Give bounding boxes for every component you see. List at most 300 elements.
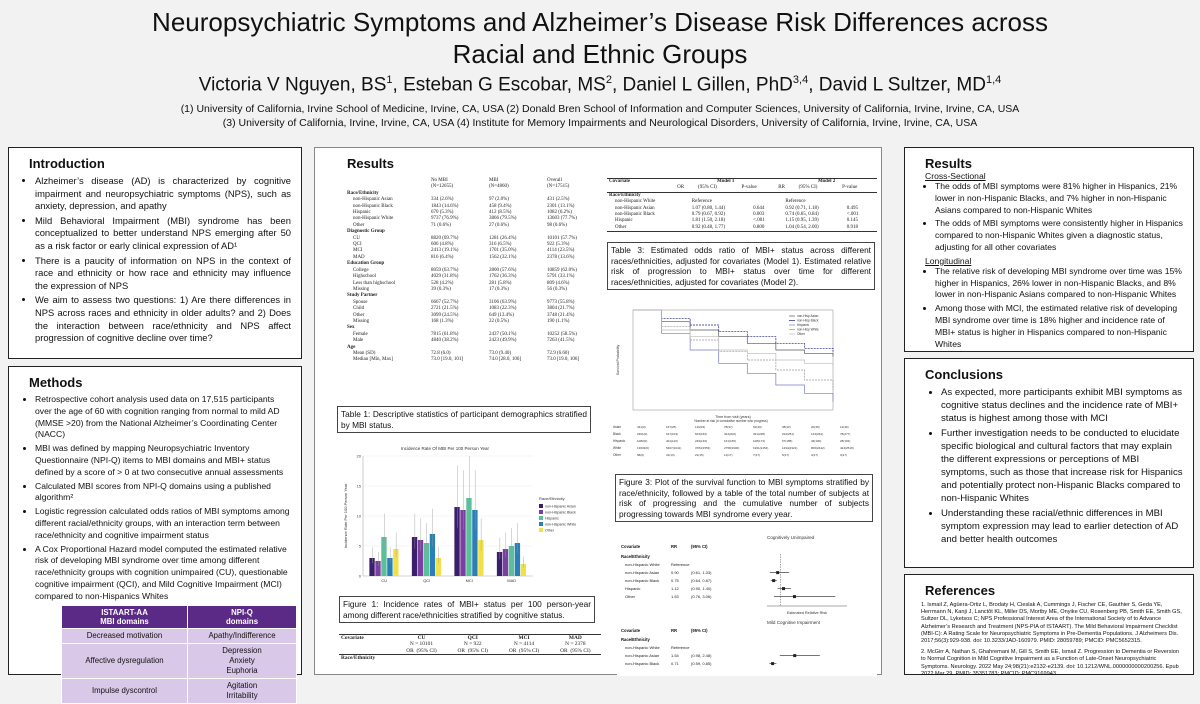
mbi-domain-table [61, 605, 297, 704]
table-cell: CU [353, 235, 360, 241]
table-cell: Study Partner [347, 293, 378, 299]
x-tick-label: QCI [423, 578, 431, 583]
forest-plot [617, 532, 877, 676]
forest-rr: 1.54 [671, 653, 679, 658]
list-item: • MBI was defined by mapping Neuropsychiatric Inventory Questionnaire (NPI-Q) items to MBI domains and MBI+ status defined by a score of > 0 at two consecutive annual assessments [35, 443, 291, 478]
table-cell: 3106 (63.9%) [488, 299, 517, 305]
longitudinal-list [935, 266, 1183, 351]
bar [497, 552, 502, 576]
list-item: • Understanding these racial/ethnic differences in MBI symptom expression may lead to earlier detection of AD and better health outcomes [941, 507, 1183, 546]
table-cell: 606 (4.8%) [430, 242, 454, 248]
cross-sectional-list [935, 181, 1183, 254]
table-cell: Diagnostic Group [347, 229, 385, 235]
bar [375, 561, 380, 576]
longitudinal-label: Longitudinal [925, 255, 972, 266]
forest-ci: (0.76, 3.06) [691, 594, 712, 599]
table-cell: 2378 (13.6%) [546, 254, 575, 260]
list-item: • The odds of MBI symptoms were 81% higher in Hispanics, 21% lower in non-Hispanic Blacks, and 7% higher in non-Hispanic Asians compared to non-Hispanic Whites [935, 181, 1183, 216]
table-cell: Race/Ethnicity [341, 655, 376, 662]
conclusions-panel [904, 358, 1194, 568]
table-cell: 6667 (52.7%) [430, 299, 459, 305]
risk-cell: 52(40) [753, 425, 762, 429]
table-cell: 3748 (21.4%) [546, 312, 575, 318]
table-cell: Child [353, 306, 365, 312]
affiliation-line: (1) University of California, Irvine School of Medicine, Irvine, CA, USA (2) Donald Bren School of Information and Computer Sciences, University of California, Irvine, Irvine, CA, USA [180, 103, 1020, 116]
risk-cell: 31(13) [666, 453, 675, 457]
table-cell: 528 (4.2%) [430, 280, 454, 286]
diagnostic-or-table [339, 634, 601, 662]
forest-section: Race/Ethnicity [621, 554, 650, 559]
forest-rr: Reference [671, 645, 690, 650]
forest-ci: (0.98, 2.48) [691, 653, 712, 658]
bar [503, 549, 508, 576]
table-cell: Missing [353, 318, 370, 324]
table-cell: 670 (5.3%) [430, 210, 454, 216]
table-subheader: (95% CI) [698, 185, 717, 191]
demographics-table [345, 178, 603, 364]
table-cell: 7815 (61.8%) [430, 331, 459, 337]
table-cell: 0.644 [753, 205, 765, 211]
table-cell: <.001 [846, 212, 859, 218]
table-cell: Other [615, 224, 627, 230]
conclusions-heading: Conclusions [925, 367, 1004, 382]
risk-cell: 11(17) [724, 453, 733, 457]
risk-cell: 2758(1900) [724, 446, 740, 450]
table-cell: N = 2378 [565, 641, 586, 648]
plot-background [611, 304, 877, 472]
table-cell: 3099 (24.5%) [430, 312, 459, 318]
author-affil-sup: 3,4 [792, 74, 809, 86]
bar [387, 558, 392, 576]
table-cell: non-Hispanic White [615, 199, 656, 205]
bar [418, 540, 423, 576]
forest-ci: (0.90, 1.40) [691, 586, 712, 591]
table-cell [339, 648, 396, 655]
table-cell: 72.9 (6.60) [546, 350, 570, 356]
table-cell: 922 (5.3%) [546, 242, 570, 248]
table-cell: Hispanic [615, 218, 633, 224]
table-subheader: (95% CI) [519, 647, 540, 654]
legend-swatch [539, 522, 543, 526]
author-name: Daniel L Gillen, PhD [622, 74, 793, 96]
table-cell: 27 (0.6%) [488, 222, 509, 228]
table-subheader: P-value [842, 185, 858, 191]
table-cell: Depression Anxiety Euphoria [188, 643, 297, 678]
author-affil-sup: 1,4 [985, 74, 1002, 86]
table-cell: 2721 (21.5%) [430, 306, 459, 312]
list-item: • Calculated MBI scores from NPI-Q domains using a published algorithm² [35, 481, 291, 505]
legend-label: non-Hispanic Black [545, 510, 576, 515]
table4 [339, 634, 601, 662]
point-estimate [771, 662, 774, 665]
risk-cell: 431(0) [637, 425, 646, 429]
x-tick-label: MCI [465, 578, 473, 583]
bar [466, 498, 471, 576]
table3 [607, 178, 877, 232]
table-cell [607, 185, 675, 192]
risk-cell: 331(228) [753, 432, 766, 436]
risk-cell: 4(17) [811, 453, 819, 457]
table-cell: 190 (1.1%) [546, 318, 570, 324]
author-list: Victoria V Nguyen, $BS^1$, Esteban G Escobar, $MS^2$, Daniel L Gillen, PhD$^{3,4}$, David L Sultzer, MD$^{1,4}$ [198, 74, 1002, 96]
risk-cell: 222(251) [782, 432, 795, 436]
bar [460, 510, 465, 576]
table-cell: non-Hispanic White [353, 216, 394, 222]
author-name: David L Sultzer, MD [818, 74, 986, 96]
table-cell: Reference [785, 199, 806, 205]
table-cell: 1843 (14.6%) [430, 203, 459, 209]
table-cell: 0.79 (0.67, 0.92) [691, 212, 726, 218]
risk-cell: 20(45) [811, 425, 820, 429]
reference-item: 1. Ismail Z, Agüera-Ortiz L, Brodaty H, Cieslak A, Cummings J, Fischer CE, Gauthier S, Geda YE, Herrmann N, Kanji J, Lanctôt KL, Miller DS, Mortby ME, Onyike CU, Rosenberg PB, Smith EE, Smith GS, Sultzer DL, Lyketsos C; NPS Professional Interest Area of the International Society of to Advance Alzheimer’s Research and Treatment (NPS-PIA of ISTAART). The Mild Behavioral Impairment Checklist (MBI-C): A Rating Scale for Neuropsychiatric Symptoms in Pre-Dementia Populations. J Alzheimers Dis. 2017;56(3):929-938. doi: 10.3233/JAD-160979. PMID: 28059789; PMCID: PMC5652315. [921, 602, 1182, 645]
table-cell: 816 (6.4%) [430, 254, 454, 260]
table-cell: Sex [347, 325, 355, 331]
x-axis-label: Time from visit (years) [715, 415, 751, 419]
table-header: Covariate [341, 635, 364, 641]
y-axis-label: Survival Probability [616, 344, 620, 376]
table-cell [396, 655, 447, 662]
forest-row-label: non-Hispanic White [625, 562, 660, 567]
references-panel [904, 574, 1194, 675]
bar [381, 537, 386, 576]
bar [430, 534, 435, 576]
bar [436, 558, 441, 576]
y-axis-label: Incidence Rate Per 100 Person Year [343, 483, 348, 549]
references-heading: References [925, 583, 996, 598]
risk-cell: 143(263) [811, 432, 824, 436]
list-item: • Further investigation needs to be conducted to elucidate specific biological and cultural factors that may explain the different expressions or perceptions of MBI symptoms, such as those that increase risk for Hispanics and potentially protect non-Hispanic Blacks compared to non-Hispanic Whites [941, 427, 1183, 505]
risk-cell: 46(190) [811, 439, 822, 443]
table-cell: N = 922 [463, 641, 482, 648]
y-tick-label: 10 [356, 513, 361, 519]
table-cell [447, 655, 498, 662]
risk-cell: 1294(2321) [782, 446, 798, 450]
table-cell: 4029 (31.8%) [430, 274, 459, 280]
table-cell: 8820 (69.7%) [430, 235, 459, 241]
affiliations [0, 102, 1200, 130]
list-item: • There is a paucity of information on NPS in the context of race and ethnicity or how race and ethnicity may influence the expression of NPS [35, 255, 291, 293]
table-header: Model 1 [717, 179, 735, 184]
forest-section: Race/Ethnicity [621, 637, 650, 642]
table-cell: Missing [353, 286, 370, 292]
poster-header [0, 0, 1200, 146]
table-cell: 0.918 [846, 224, 859, 230]
y-tick-label: 20 [356, 453, 361, 459]
legend-label: non-Hisp Asian [797, 314, 819, 319]
methods-heading: Methods [29, 375, 83, 390]
table-cell [675, 192, 877, 199]
legend-label: non-Hisp White [797, 327, 819, 332]
table-cell: 649 (13.4%) [488, 312, 514, 318]
table-cell: 98 (0.6%) [546, 222, 567, 228]
table-cell: 73.0 [19.0, 101] [430, 357, 464, 363]
table-cell [870, 225, 877, 232]
table-cell: 458 (9.4%) [488, 203, 512, 209]
table-header: CU [417, 635, 426, 641]
author-affil-sup: 2 [605, 74, 612, 86]
y-tick-label: 0 [358, 573, 361, 579]
forest-rr: 1.12 [671, 586, 679, 591]
risk-cell: 3(17) [840, 453, 848, 457]
table-cell: QCI [353, 242, 362, 248]
risk-cell: 401(110) [666, 439, 678, 443]
table-cell: 71 (0.6%) [430, 222, 451, 228]
table-subheader: OR [508, 647, 517, 654]
y-tick-label: 5 [358, 543, 361, 549]
table-subheader: OR [677, 185, 685, 191]
table-cell: Hispanic [353, 210, 371, 216]
table-cell [777, 225, 784, 232]
table-cell: Age [347, 344, 356, 350]
table-cell: Less than highschool [353, 280, 396, 286]
legend-swatch [539, 510, 543, 514]
table-cell: 10252 (58.5%) [546, 331, 577, 337]
table-cell: (N=4860) [488, 184, 509, 190]
table-subheader: (95% CI) [798, 185, 818, 191]
table-cell: 1701 (35.0%) [488, 248, 517, 254]
table-row [345, 357, 603, 363]
forest-col-header: (95% CI) [691, 544, 708, 549]
table-row [607, 225, 877, 232]
table-cell: 0.74 (0.65, 0.84) [785, 212, 819, 218]
legend-swatch [539, 528, 543, 532]
results-right-panel [904, 147, 1194, 352]
table-cell: Race/Ethnicity [347, 190, 379, 196]
table-cell: 2437 (50.1%) [488, 331, 517, 337]
table-cell: Female [353, 331, 368, 337]
risk-row-label: White [613, 446, 622, 450]
table-cell: N = 4114 [513, 641, 535, 648]
risk-cell: 917(103) [666, 432, 679, 436]
table-cell: <.001 [753, 218, 765, 224]
forest-row-label: non-Hispanic White [625, 645, 660, 650]
table-subheader: (95% CI) [570, 647, 591, 654]
figure1 [341, 442, 589, 592]
table-cell: Apathy/Indifference [188, 628, 297, 643]
forest-row-label: non-Hispanic Asian [625, 653, 660, 658]
table-cell: non-Hispanic Asian [615, 205, 655, 211]
list-item: • The odds of MBI symptoms were consistently higher in Hispanics compared to non-Hispanic Whites given a diagnostic status, adjusting for all other covariates [935, 218, 1183, 253]
table-cell: 56 (0.3%) [546, 286, 567, 292]
legend-label: Other [797, 332, 805, 337]
results-heading: Results [347, 156, 394, 171]
table-cell: 97 (2.0%) [488, 197, 509, 203]
forest-col-header: RR [671, 544, 678, 549]
forest-col-header: RR [671, 628, 678, 633]
forest-rr: 0.75 [671, 578, 679, 583]
affiliation-line: (3) University of California, Irvine, Irvine, CA, USA (4) Institute for Memory Impairments and Neurological Disorders, University of California, Irvine, Irvine, CA, USA [222, 117, 978, 130]
table-cell: 1082 (6.2%) [546, 210, 572, 216]
forest-row-label: non-Hispanic Black [625, 661, 660, 666]
risk-cell: 444(202) [724, 432, 737, 436]
table-header: No MBI [430, 178, 448, 183]
risk-cell: 78(37) [724, 425, 733, 429]
forest-row-label: Hispanic [625, 586, 641, 591]
table-cell: Race/Ethnicity [609, 192, 641, 198]
figure3-caption: Figure 3: Plot of the survival function to MBI symptoms stratified by race/ethnicity, followed by a table of the total number of subjects at risk of progressing and the cumulative number of subjects progressing towards MBI syndrome every year. [615, 474, 873, 522]
table-cell: Spouse [353, 299, 368, 305]
table-cell: 412 (8.5%) [488, 210, 512, 216]
forest-ci: (0.59, 0.85) [691, 661, 712, 666]
point-estimate [772, 579, 775, 582]
risk-cell: 98(0) [637, 453, 645, 457]
table-cell: 17 (0.3%) [488, 286, 509, 292]
forest-rr: 1.53 [671, 594, 679, 599]
table-cell: 0.495 [846, 205, 859, 211]
legend-label: non-Hisp Black [797, 318, 819, 323]
odds-ratio-rows [607, 199, 877, 232]
table-cell: non-Hispanic Black [353, 203, 393, 209]
table-cell: non-Hispanic Black [615, 212, 655, 218]
list-item: • Logistic regression calculated odds ratios of MBI symptoms among different racial/ethnicity groups, with an interaction term between race/ethnicity and cognitive impairment status [35, 506, 291, 541]
table-cell: MCI [353, 248, 363, 254]
table-header: ISTAART-AA MBI domains [62, 605, 188, 628]
risk-row-label: Hispanic [613, 439, 626, 443]
methods-list [35, 394, 291, 603]
poster-title: Neuropsychiatric Symptoms and Alzheimer’s Disease Risk Differences across Racial and Ethnic Groups [152, 7, 1048, 69]
table-cell: 4114 (23.5%) [546, 248, 575, 254]
table-cell: non-Hispanic Asian [353, 197, 393, 203]
table-cell [447, 648, 498, 655]
legend-label: Hispanic [545, 516, 559, 521]
bar [393, 549, 398, 576]
forest-ci: (0.61, 1.33) [691, 570, 712, 575]
table-cell: 0.92 (0.48, 1.77) [691, 224, 726, 230]
table-cell: Mean (SD) [353, 350, 376, 356]
point-estimate [776, 571, 779, 574]
legend-swatch [539, 516, 543, 520]
list-item: • Among those with MCI, the estimated relative risk of developing MBI syndrome over time is 18% higher and incidence rate of MBI+ status is higher in Hispanics compared to non-Hispanic Whites [935, 303, 1183, 350]
risk-cell: 108(173) [753, 439, 766, 443]
risk-cell: 116(33) [695, 425, 706, 429]
cross-sectional-label: Cross-Sectional [925, 171, 986, 181]
introduction-heading: Introduction [29, 156, 105, 171]
legend-title: Race/Ethnicity [539, 496, 565, 501]
risk-cell: 13603(0) [637, 446, 650, 450]
table-cell: 10101 (57.7%) [546, 235, 577, 241]
table-cell: Other [353, 312, 365, 318]
table-cell: 334 (2.6%) [430, 197, 454, 203]
y-tick-label: 15 [356, 483, 361, 489]
bar [472, 510, 477, 576]
table3-caption: Table 3: Estimated odds ratio of MBI+ status across different races/ethnicities, adjusted for covariates (Model 1). Estimated relative risk of progression to MBI+ status over time for different races/ethnicities, adjusted for covariates (Model 2). [607, 242, 875, 290]
table-cell [498, 655, 549, 662]
risk-cell: 5(17) [782, 453, 790, 457]
risk-cell: 1961(2154) [753, 446, 769, 450]
forest-row-label: non-Hispanic Black [625, 578, 660, 583]
table-cell: Decreased motivation [62, 628, 188, 643]
bar [424, 543, 429, 576]
legend-label: Hispanic [797, 323, 810, 328]
table-cell: 1281 (26.4%) [488, 235, 517, 241]
forest-col-header: Covariate [621, 544, 641, 549]
table-subheader: (95% CI) [467, 647, 488, 654]
risk-cell: 623(162) [695, 432, 708, 436]
bar [515, 543, 520, 576]
forest-row-label: non-Hispanic Asian [625, 570, 660, 575]
risk-row-label: Other [613, 453, 621, 457]
table-cell [498, 648, 549, 655]
risk-table-title: Number at risk (# cumulative number who progress) [694, 419, 768, 423]
bar [478, 540, 483, 576]
table-header: Covariate [609, 179, 631, 184]
risk-cell: 5407(1041) [666, 446, 682, 450]
legend-label: non-Hispanic White [545, 522, 577, 527]
risk-cell: 38(42) [782, 425, 791, 429]
list-item: • Retrospective cohort analysis used data on 17,515 participants over the age of 60 with cognition ranging from normal to mild AD (MMSE >20) from the National Alzheimer’s Coordinating Center (NACC) [35, 394, 291, 441]
table-cell: 73.0 [19.0, 106] [546, 357, 580, 363]
table-cell: 809 (4.6%) [546, 280, 570, 286]
table-cell: Highschool [353, 274, 377, 280]
legend-swatch [539, 504, 543, 508]
forest-col-header: (95% CI) [691, 628, 708, 633]
table-header: MCI [518, 635, 530, 641]
point-estimate [793, 654, 796, 657]
table-subheader: (95% CI) [416, 647, 437, 654]
table-cell: 10859 (62.0%) [546, 267, 577, 273]
results-center-panel [314, 147, 882, 675]
table-cell: 2413 (19.1%) [430, 248, 459, 254]
survival-plot [611, 304, 877, 472]
forest-ci: (0.64, 0.87) [691, 578, 712, 583]
table-cell: 316 (6.5%) [488, 242, 512, 248]
introduction-panel [8, 147, 302, 359]
forest-plot-svg [617, 532, 877, 676]
table-cell: 9737 (76.9%) [430, 216, 459, 222]
list-item: • We aim to assess two questions: 1) Are there differences in NPS across races and ethnicity in older adults? and 2) Does the interaction between race/ethnicity and NPS affect progression of cognitive decline over time? [35, 294, 291, 344]
bar [521, 564, 526, 576]
table-cell: 0.92 (0.71, 1.18) [785, 205, 819, 211]
risk-cell: 167(25) [666, 425, 677, 429]
risk-row-label: Black [613, 432, 621, 436]
table1 [345, 178, 603, 364]
forest-rr: 0.90 [671, 570, 679, 575]
table-cell: 3866 (79.5%) [488, 216, 517, 222]
risk-cell: 3784(1553) [695, 446, 711, 450]
figure1-caption: Figure 1: Incidence rates of MBI+ status per 100 person-year among different race/ethnicities stratified by cognitive status. [339, 596, 595, 623]
x-tick-label: MAD [507, 578, 517, 583]
legend-label: Other [545, 528, 554, 533]
table-cell: 4840 (38.2%) [430, 338, 459, 344]
table-cell [396, 648, 447, 655]
table-cell [550, 648, 601, 655]
list-item: • Mild Behavioral Impairment (MBI) syndrome has been conceptualized to better understand NPS emerging after 50 as a risk factor or early clinical expression of AD¹ [35, 215, 291, 253]
table-cell: 2800 (57.6%) [488, 267, 517, 273]
table-cell: (N=12655) [430, 184, 454, 190]
conclusions-list [941, 386, 1183, 546]
risk-cell: 1082(0) [637, 439, 648, 443]
table-header: Model 2 [817, 179, 836, 184]
table-cell: 0.145 [846, 218, 859, 224]
table-cell: College [353, 267, 369, 273]
risk-cell: 2301(0) [637, 432, 648, 436]
risk-cell: 21(15) [695, 453, 704, 457]
figure3 [611, 304, 877, 472]
risk-row-label: Asian [613, 425, 621, 429]
table-cell: 9773 (55.8%) [546, 299, 575, 305]
risk-cell: 249(149) [695, 439, 708, 443]
bar [412, 537, 417, 576]
risk-cell: 161(165) [724, 439, 737, 443]
table-subheader: RR [778, 185, 785, 191]
bar [509, 546, 514, 576]
forest-title: Cognitively Unimpaired [767, 535, 815, 540]
table-cell: Agitation Irritability [188, 678, 297, 703]
table-cell: Impulse dyscontrol [62, 678, 188, 703]
risk-cell: 78(277) [840, 432, 851, 436]
forest-rr: 0.71 [671, 661, 679, 666]
table-cell: 431 (2.5%) [546, 197, 570, 203]
